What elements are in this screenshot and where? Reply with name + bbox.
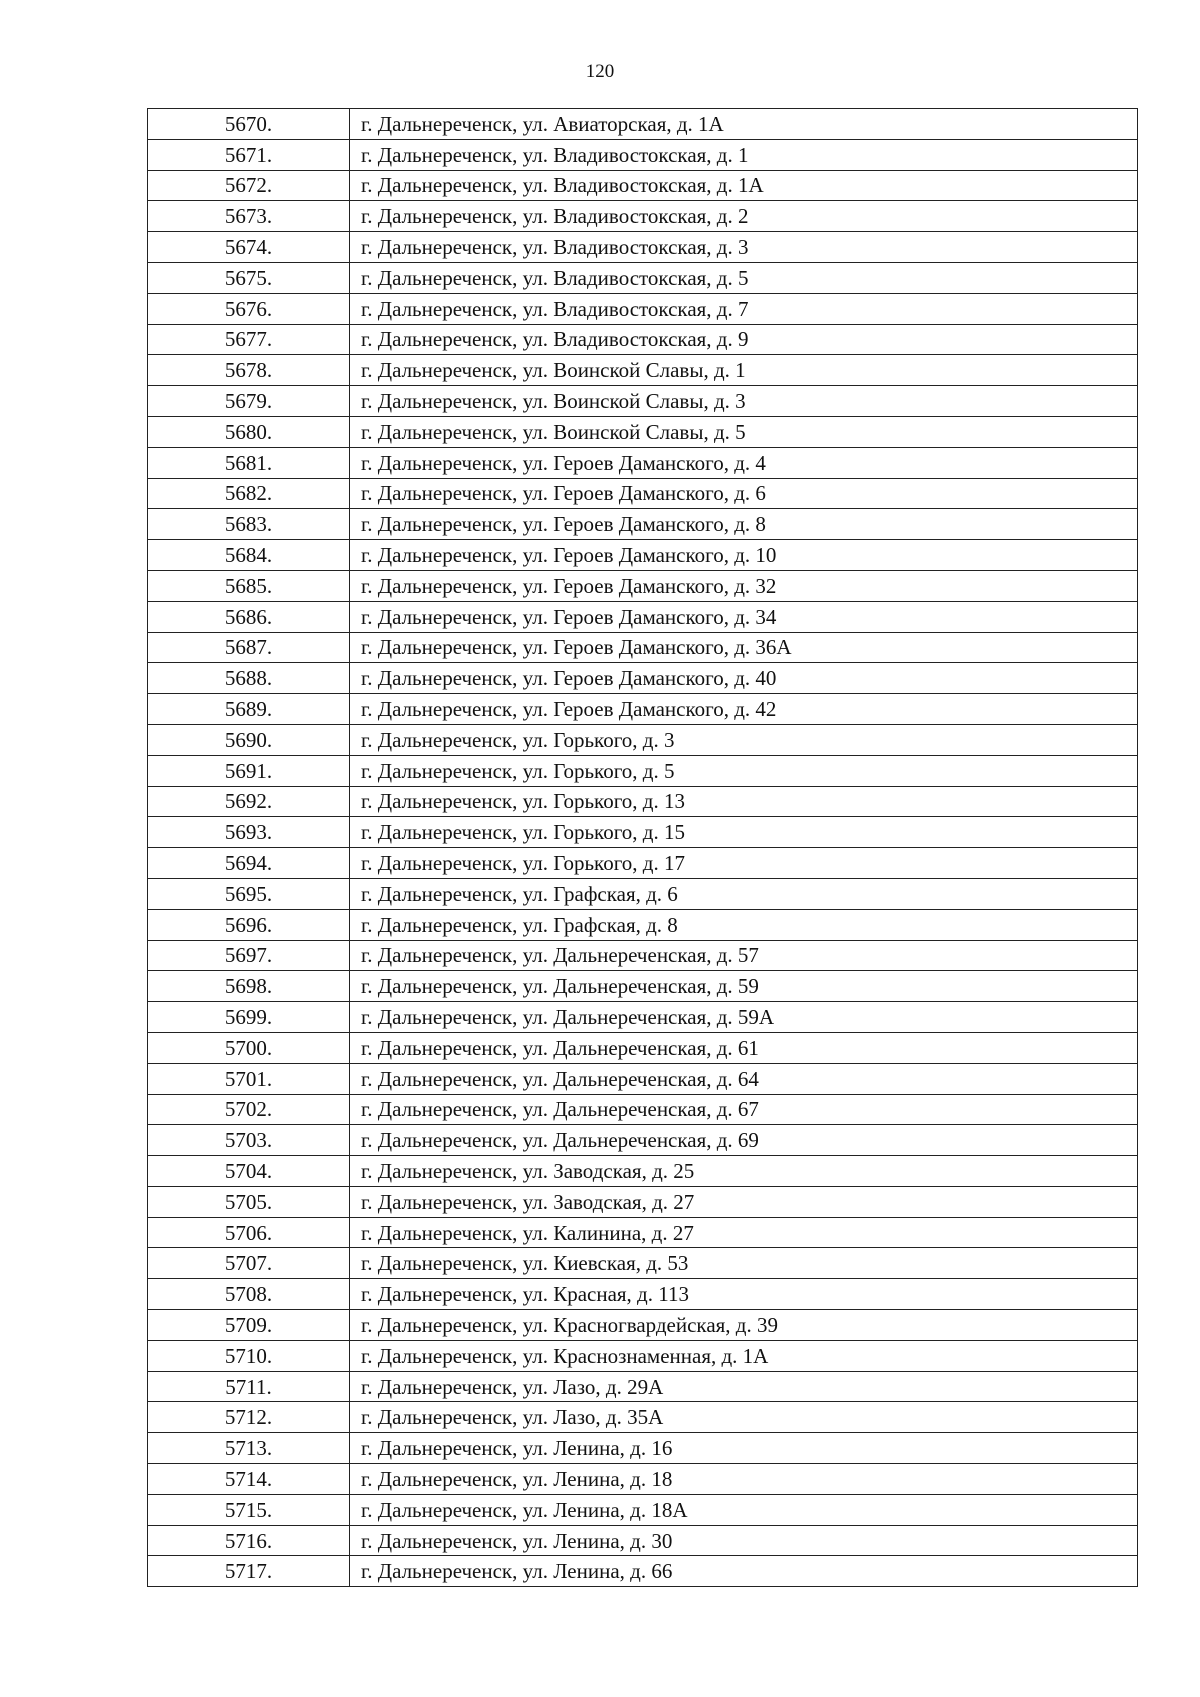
- row-address: г. Дальнереченск, ул. Героев Даманского, д. 34: [350, 601, 1138, 632]
- row-number: 5696.: [148, 909, 350, 940]
- table-row: [148, 632, 1138, 663]
- row-number: 5700.: [148, 1032, 350, 1063]
- row-address: г. Дальнереченск, ул. Владивостокская, д. 1А: [350, 170, 1138, 201]
- table-row: [148, 817, 1138, 848]
- table-row: [148, 1340, 1138, 1371]
- row-address: г. Дальнереченск, ул. Ленина, д. 18А: [350, 1494, 1138, 1525]
- table-row: [148, 878, 1138, 909]
- row-number: 5684.: [148, 540, 350, 571]
- row-address: г. Дальнереченск, ул. Героев Даманского, д. 6: [350, 478, 1138, 509]
- row-address: г. Дальнереченск, ул. Графская, д. 6: [350, 878, 1138, 909]
- row-number: 5688.: [148, 663, 350, 694]
- row-number: 5685.: [148, 570, 350, 601]
- row-number: 5705.: [148, 1186, 350, 1217]
- row-number: 5701.: [148, 1063, 350, 1094]
- table-row: [148, 971, 1138, 1002]
- row-address: г. Дальнереченск, ул. Владивостокская, д. 3: [350, 232, 1138, 263]
- table-row: [148, 478, 1138, 509]
- table-row: [148, 909, 1138, 940]
- row-number: 5672.: [148, 170, 350, 201]
- table-row: [148, 724, 1138, 755]
- row-number: 5710.: [148, 1340, 350, 1371]
- table-row: [148, 786, 1138, 817]
- row-number: 5715.: [148, 1494, 350, 1525]
- row-address: г. Дальнереченск, ул. Воинской Славы, д. 5: [350, 416, 1138, 447]
- table-row: [148, 262, 1138, 293]
- table-row: [148, 1002, 1138, 1033]
- row-number: 5702.: [148, 1094, 350, 1125]
- table-row: [148, 540, 1138, 571]
- table-row: [148, 570, 1138, 601]
- row-address: г. Дальнереченск, ул. Горького, д. 17: [350, 848, 1138, 879]
- table-row: [148, 1310, 1138, 1341]
- table-row: [148, 509, 1138, 540]
- row-number: 5686.: [148, 601, 350, 632]
- row-number: 5716.: [148, 1525, 350, 1556]
- row-number: 5680.: [148, 416, 350, 447]
- table-row: [148, 355, 1138, 386]
- table-row: [148, 940, 1138, 971]
- row-address: г. Дальнереченск, ул. Дальнереченская, д. 67: [350, 1094, 1138, 1125]
- row-address: г. Дальнереченск, ул. Героев Даманского, д. 4: [350, 447, 1138, 478]
- row-number: 5693.: [148, 817, 350, 848]
- row-number: 5673.: [148, 201, 350, 232]
- table-row: [148, 1186, 1138, 1217]
- table-row: [148, 1433, 1138, 1464]
- table-row: [148, 447, 1138, 478]
- row-address: г. Дальнереченск, ул. Горького, д. 3: [350, 724, 1138, 755]
- table-row: [148, 1402, 1138, 1433]
- table-row: [148, 1125, 1138, 1156]
- row-number: 5671.: [148, 139, 350, 170]
- row-number: 5697.: [148, 940, 350, 971]
- table-row: [148, 293, 1138, 324]
- row-address: г. Дальнереченск, ул. Героев Даманского, д. 40: [350, 663, 1138, 694]
- page-number: 120: [585, 61, 615, 82]
- row-number: 5677.: [148, 324, 350, 355]
- row-number: 5712.: [148, 1402, 350, 1433]
- row-address: г. Дальнереченск, ул. Калинина, д. 27: [350, 1217, 1138, 1248]
- row-address: г. Дальнереченск, ул. Ленина, д. 66: [350, 1556, 1138, 1587]
- table-row: [148, 1556, 1138, 1587]
- row-address: г. Дальнереченск, ул. Героев Даманского, д. 42: [350, 694, 1138, 725]
- table-row: [148, 1371, 1138, 1402]
- row-number: 5714.: [148, 1464, 350, 1495]
- row-number: 5682.: [148, 478, 350, 509]
- table-row: [148, 232, 1138, 263]
- table-row: [148, 1156, 1138, 1187]
- row-address: г. Дальнереченск, ул. Ленина, д. 16: [350, 1433, 1138, 1464]
- row-address: г. Дальнереченск, ул. Владивостокская, д. 9: [350, 324, 1138, 355]
- row-address: г. Дальнереченск, ул. Владивостокская, д. 2: [350, 201, 1138, 232]
- row-number: 5698.: [148, 971, 350, 1002]
- row-number: 5670.: [148, 109, 350, 140]
- table-row: [148, 1032, 1138, 1063]
- row-address: г. Дальнереченск, ул. Заводская, д. 25: [350, 1156, 1138, 1187]
- row-address: г. Дальнереченск, ул. Воинской Славы, д. 1: [350, 355, 1138, 386]
- row-number: 5675.: [148, 262, 350, 293]
- row-number: 5689.: [148, 694, 350, 725]
- table-row: [148, 848, 1138, 879]
- row-number: 5690.: [148, 724, 350, 755]
- row-address: г. Дальнереченск, ул. Героев Даманского, д. 8: [350, 509, 1138, 540]
- row-number: 5687.: [148, 632, 350, 663]
- table-row: [148, 1494, 1138, 1525]
- table-row: [148, 201, 1138, 232]
- table-row: [148, 1217, 1138, 1248]
- table-row: [148, 694, 1138, 725]
- row-address: г. Дальнереченск, ул. Горького, д. 15: [350, 817, 1138, 848]
- row-address: г. Дальнереченск, ул. Дальнереченская, д. 64: [350, 1063, 1138, 1094]
- row-number: 5699.: [148, 1002, 350, 1033]
- row-address: г. Дальнереченск, ул. Краснознаменная, д. 1А: [350, 1340, 1138, 1371]
- address-table-body: [148, 109, 1138, 1587]
- row-number: 5683.: [148, 509, 350, 540]
- table-row: [148, 1094, 1138, 1125]
- row-number: 5678.: [148, 355, 350, 386]
- row-number: 5717.: [148, 1556, 350, 1587]
- row-number: 5691.: [148, 755, 350, 786]
- row-address: г. Дальнереченск, ул. Владивостокская, д. 5: [350, 262, 1138, 293]
- table-row: [148, 1279, 1138, 1310]
- row-number: 5709.: [148, 1310, 350, 1341]
- table-row: [148, 601, 1138, 632]
- row-address: г. Дальнереченск, ул. Владивостокская, д. 7: [350, 293, 1138, 324]
- table-row: [148, 386, 1138, 417]
- row-address: г. Дальнереченск, ул. Горького, д. 5: [350, 755, 1138, 786]
- row-number: 5674.: [148, 232, 350, 263]
- table-row: [148, 755, 1138, 786]
- row-number: 5708.: [148, 1279, 350, 1310]
- row-address: г. Дальнереченск, ул. Героев Даманского, д. 10: [350, 540, 1138, 571]
- row-number: 5707.: [148, 1248, 350, 1279]
- row-number: 5695.: [148, 878, 350, 909]
- row-number: 5692.: [148, 786, 350, 817]
- row-number: 5713.: [148, 1433, 350, 1464]
- row-number: 5706.: [148, 1217, 350, 1248]
- table-row: [148, 170, 1138, 201]
- row-address: г. Дальнереченск, ул. Ленина, д. 30: [350, 1525, 1138, 1556]
- table-row: [148, 324, 1138, 355]
- row-address: г. Дальнереченск, ул. Лазо, д. 35А: [350, 1402, 1138, 1433]
- row-address: г. Дальнереченск, ул. Заводская, д. 27: [350, 1186, 1138, 1217]
- address-table: [147, 108, 1138, 1587]
- row-address: г. Дальнереченск, ул. Красная, д. 113: [350, 1279, 1138, 1310]
- table-row: [148, 663, 1138, 694]
- row-address: г. Дальнереченск, ул. Горького, д. 13: [350, 786, 1138, 817]
- row-address: г. Дальнереченск, ул. Дальнереченская, д. 61: [350, 1032, 1138, 1063]
- row-address: г. Дальнереченск, ул. Дальнереченская, д. 57: [350, 940, 1138, 971]
- row-address: г. Дальнереченск, ул. Ленина, д. 18: [350, 1464, 1138, 1495]
- row-address: г. Дальнереченск, ул. Дальнереченская, д. 59: [350, 971, 1138, 1002]
- row-number: 5694.: [148, 848, 350, 879]
- row-address: г. Дальнереченск, ул. Авиаторская, д. 1А: [350, 109, 1138, 140]
- table-row: [148, 1525, 1138, 1556]
- table-row: [148, 109, 1138, 140]
- row-number: 5679.: [148, 386, 350, 417]
- row-address: г. Дальнереченск, ул. Владивостокская, д. 1: [350, 139, 1138, 170]
- row-address: г. Дальнереченск, ул. Героев Даманского, д. 32: [350, 570, 1138, 601]
- row-address: г. Дальнереченск, ул. Красногвардейская, д. 39: [350, 1310, 1138, 1341]
- table-row: [148, 416, 1138, 447]
- row-address: г. Дальнереченск, ул. Воинской Славы, д. 3: [350, 386, 1138, 417]
- row-number: 5704.: [148, 1156, 350, 1187]
- row-address: г. Дальнереченск, ул. Лазо, д. 29А: [350, 1371, 1138, 1402]
- table-row: [148, 1248, 1138, 1279]
- row-address: г. Дальнереченск, ул. Дальнереченская, д. 69: [350, 1125, 1138, 1156]
- row-address: г. Дальнереченск, ул. Героев Даманского, д. 36А: [350, 632, 1138, 663]
- table-row: [148, 1464, 1138, 1495]
- row-address: г. Дальнереченск, ул. Графская, д. 8: [350, 909, 1138, 940]
- row-number: 5711.: [148, 1371, 350, 1402]
- row-number: 5703.: [148, 1125, 350, 1156]
- row-address: г. Дальнереченск, ул. Дальнереченская, д. 59А: [350, 1002, 1138, 1033]
- table-row: [148, 1063, 1138, 1094]
- row-number: 5681.: [148, 447, 350, 478]
- row-number: 5676.: [148, 293, 350, 324]
- table-row: [148, 139, 1138, 170]
- row-address: г. Дальнереченск, ул. Киевская, д. 53: [350, 1248, 1138, 1279]
